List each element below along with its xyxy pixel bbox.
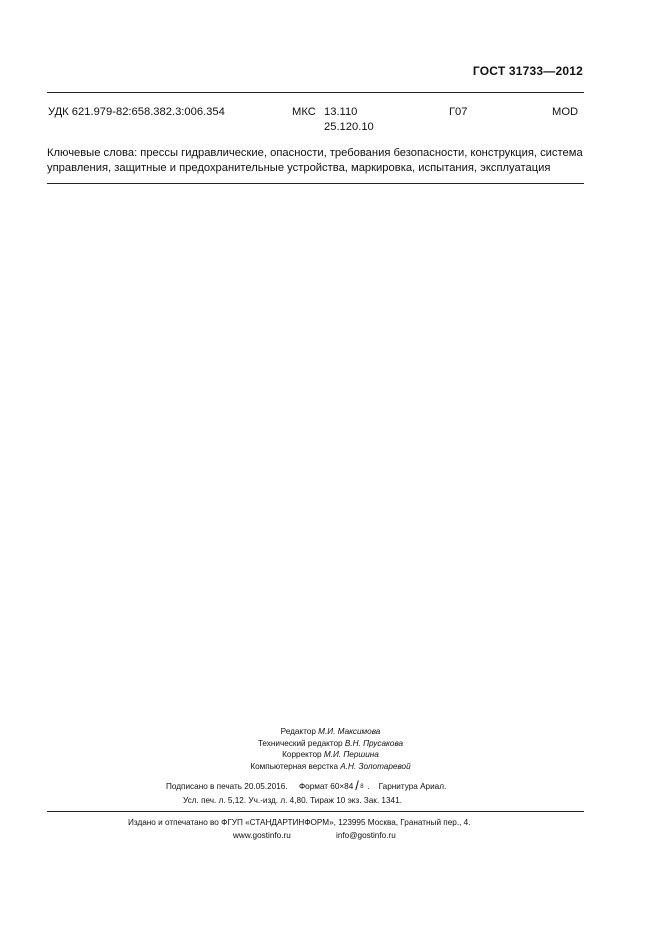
format-label: Формат 60×84 (298, 782, 354, 791)
corrector-name: М.И. Першина (323, 750, 379, 759)
print-info-line-2: Усл. печ. л. 5,12. Уч.-изд. л. 4,80. Тираж 10 экз. Зак. 1341. (183, 796, 402, 805)
publisher-line: Издано и отпечатано во ФГУП «СТАНДАРТИНФОРМ», 123995 Москва, Гранатный пер., 4. (128, 818, 471, 827)
tech-editor-name: В.Н. Прусакова (344, 738, 404, 748)
corrector-row (0, 749, 661, 761)
keywords-divider (47, 183, 584, 184)
signed-date: Подписано в печать 20.05.2016. (166, 782, 288, 791)
print-info-line-1: Подписано в печать 20.05.2016. Формат 60×84 / 8 . Гарнитура Ариал. (166, 778, 447, 793)
udk-code: УДК 621.979-82:658.382.3:006.354 (48, 106, 225, 118)
tech-editor-label: Технический редактор (257, 738, 343, 748)
mks-code-1: 13.110 (324, 106, 358, 118)
keywords-line-2: управления, защитные и предохранительные устройства, маркировка, испытания, эксплуатация (47, 162, 551, 174)
website-link[interactable]: www.gostinfo.ru (233, 831, 291, 840)
standard-id: ГОСТ 31733—2012 (472, 64, 583, 78)
mks-label: МКС (292, 106, 316, 118)
editor-row (0, 726, 661, 738)
email-link[interactable]: info@gostinfo.ru (336, 831, 396, 840)
editor-name: М.И. Максимова (318, 727, 381, 736)
typeface: Гарнитура Ариал. (378, 782, 447, 791)
layout-label: Компьютерная верстка (250, 761, 339, 771)
keywords-line-1: Ключевые слова: прессы гидравлические, опасности, требования безопасности, конструкция, система (47, 147, 583, 159)
footer-divider (47, 811, 584, 812)
layout-name: А.Н. Золотаревой (340, 761, 411, 771)
header-divider (47, 92, 584, 93)
keywords-block (47, 146, 587, 176)
editor-label: Редактор (280, 727, 316, 736)
okp-code: Г07 (449, 106, 468, 118)
format-fraction: / 8 (355, 778, 364, 793)
credits-block (0, 726, 661, 772)
layout-row (0, 761, 661, 773)
tech-editor-row (0, 738, 661, 750)
mod-label: MOD (552, 106, 579, 118)
corrector-label: Корректор (282, 750, 322, 759)
mks-code-2: 25.120.10 (324, 121, 374, 133)
